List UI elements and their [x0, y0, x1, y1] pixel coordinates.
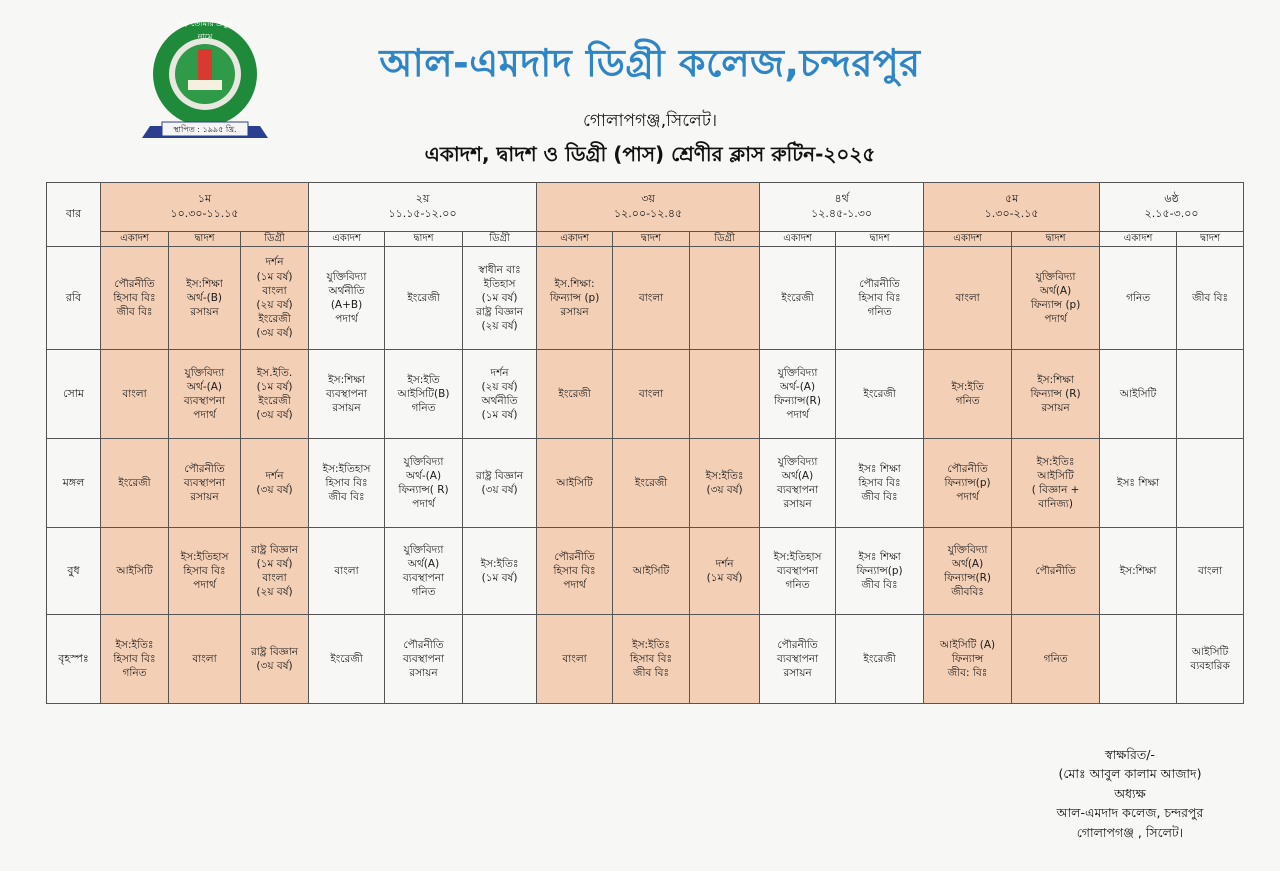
routine-cell: যুক্তিবিদ্যা অর্থ(A) ফিন্যান্স (p) পদার্থ — [1012, 247, 1100, 350]
routine-cell: আইসিটি — [537, 439, 613, 528]
period-header-row — [47, 183, 1244, 232]
routine-cell: ইসঃ শিক্ষা হিসাব বিঃ জীব বিঃ — [836, 439, 924, 528]
period-time: ১.৩০-২.১৫ — [984, 207, 1039, 220]
principal-name: (মোঃ আবুল কালাম আজাদ) — [1058, 766, 1202, 782]
routine-cell: ইস:ইতিঃ আইসিটি ( বিজ্ঞান + বানিজ্য) — [1012, 439, 1100, 528]
routine-cell: বাংলা — [537, 615, 613, 704]
routine-cell: বাংলা — [169, 615, 241, 704]
routine-cell: গনিত — [1012, 615, 1100, 704]
routine-cell: আইসিটি (A) ফিন্যান্স জীব: বিঃ — [924, 615, 1012, 704]
routine-cell: দর্শন (২য় বর্ষ) অর্থনীতি (১ম বর্ষ) — [463, 350, 537, 439]
routine-cell: যুক্তিবিদ্যা অর্থ(A) ফিন্যান্স(R) জীববিঃ — [924, 528, 1012, 615]
class-header: ডিগ্রী — [690, 232, 760, 247]
routine-cell: বাংলা — [613, 247, 690, 350]
class-header: দ্বাদশ — [169, 232, 241, 247]
principal-designation: অধ্যক্ষ — [1114, 785, 1146, 801]
class-header: একাদশ — [537, 232, 613, 247]
routine-cell: ইস:শিক্ষা অর্থ-(B) রসায়ন — [169, 247, 241, 350]
institution-name: আল-এমদাদ কলেজ, চন্দরপুর — [1056, 805, 1204, 821]
signed-label: স্বাক্ষরিত/- — [1105, 747, 1155, 762]
routine-cell: আইসিটি ব্যবহারিক — [1177, 615, 1244, 704]
routine-cell — [1100, 615, 1177, 704]
period-time: ১২.০০-১২.৪৫ — [614, 207, 683, 220]
routine-cell: পৌরনীতি হিসাব বিঃ গনিত — [836, 247, 924, 350]
class-header-row — [47, 232, 1244, 247]
period-time: ১২.৪৫-১.৩০ — [811, 207, 873, 220]
routine-cell: ইস:ইতিঃ (৩য় বর্ষ) — [690, 439, 760, 528]
routine-cell: ইস:ইতিহাস ব্যবস্থাপনা গনিত — [760, 528, 836, 615]
routine-cell: পৌরনীতি — [1012, 528, 1100, 615]
routine-cell — [690, 350, 760, 439]
routine-cell: ইস.ইতি. (১ম বর্ষ) ইংরেজী (৩য় বর্ষ) — [241, 350, 309, 439]
class-header: ডিগ্রী — [463, 232, 537, 247]
routine-cell: ইংরেজী — [309, 615, 385, 704]
period-header — [537, 183, 760, 232]
class-header: একাদশ — [101, 232, 169, 247]
class-routine-table — [46, 182, 1244, 704]
period-name: ২য় — [415, 192, 430, 206]
class-header: একাদশ — [760, 232, 836, 247]
period-name: ১ম — [197, 192, 212, 206]
period-time: ১০.৩০-১১.১৫ — [170, 207, 239, 220]
routine-cell: ইসঃ শিক্ষা — [1100, 439, 1177, 528]
routine-cell: ইসঃ শিক্ষা ফিন্যান্স(p) জীব বিঃ — [836, 528, 924, 615]
period-time: ১১.১৫-১২.০০ — [388, 207, 457, 220]
routine-cell: আইসিটি — [613, 528, 690, 615]
day-row — [47, 439, 1244, 528]
routine-cell: ইংরেজী — [613, 439, 690, 528]
routine-cell: পৌরনীতি হিসাব বিঃ জীব বিঃ — [101, 247, 169, 350]
routine-cell — [1177, 439, 1244, 528]
institution-address: গোলাপগঞ্জ , সিলেট। — [1076, 824, 1184, 840]
period-name: ৩য় — [641, 192, 655, 206]
routine-cell — [1177, 350, 1244, 439]
day-name: সোম — [47, 350, 101, 439]
routine-cell: আইসিটি — [101, 528, 169, 615]
routine-cell: বাংলা — [309, 528, 385, 615]
routine-cell: পৌরনীতি ব্যবস্থাপনা রসায়ন — [760, 615, 836, 704]
routine-cell: যুক্তিবিদ্যা অর্থ-(A) ফিন্যান্স(R) পদার্থ — [760, 350, 836, 439]
day-name: বৃহস্পঃ — [47, 615, 101, 704]
routine-cell: ইস:শিক্ষা ব্যবস্থাপনা রসায়ন — [309, 350, 385, 439]
routine-cell — [690, 615, 760, 704]
routine-cell: ইংরেজী — [760, 247, 836, 350]
routine-cell: রাষ্ট্র বিজ্ঞান (৩য় বর্ষ) — [463, 439, 537, 528]
routine-cell: ইস:ইতিঃ হিসাব বিঃ জীব বিঃ — [613, 615, 690, 704]
routine-cell: বাংলা — [924, 247, 1012, 350]
day-name: রবি — [47, 247, 101, 350]
routine-cell: দর্শন (১ম বর্ষ) — [690, 528, 760, 615]
class-header: দ্বাদশ — [385, 232, 463, 247]
routine-cell: যুক্তিবিদ্যা অর্থ-(A) ফিন্যান্স( R) পদার্থ — [385, 439, 463, 528]
period-name: ৫ম — [1004, 192, 1019, 206]
day-row — [47, 247, 1244, 350]
routine-cell: ইস:ইতিহাস হিসাব বিঃ জীব বিঃ — [309, 439, 385, 528]
routine-cell: ইস:ইতিহাস হিসাব বিঃ পদার্থ — [169, 528, 241, 615]
day-column-header: বার — [47, 183, 101, 247]
routine-cell: বাংলা — [1177, 528, 1244, 615]
routine-cell: ইংরেজী — [385, 247, 463, 350]
routine-cell: দর্শন (১ম বর্ষ) বাংলা (২য় বর্ষ) ইংরেজী (৩য় বর্ষ) — [241, 247, 309, 350]
routine-cell: ইস.শিক্ষা: ফিন্যান্স (p) রসায়ন — [537, 247, 613, 350]
routine-cell: বাংলা — [101, 350, 169, 439]
routine-cell: যুক্তিবিদ্যা অর্থ(A) ব্যবস্থাপনা রসায়ন — [760, 439, 836, 528]
routine-cell: পৌরনীতি ব্যবস্থাপনা রসায়ন — [169, 439, 241, 528]
routine-cell: ইস:শিক্ষা ফিন্যান্স (R) রসায়ন — [1012, 350, 1100, 439]
routine-cell: দর্শন (৩য় বর্ষ) — [241, 439, 309, 528]
day-name: বুধ — [47, 528, 101, 615]
period-header — [924, 183, 1100, 232]
routine-heading: একাদশ, দ্বাদশ ও ডিগ্রী (পাস) শ্রেণীর ক্লাস রুটিন-২০২৫ — [424, 142, 876, 166]
routine-cell: ইস:ইতি গনিত — [924, 350, 1012, 439]
college-title: আল-এমদাদ ডিগ্রী কলেজ,চন্দরপুর — [379, 41, 921, 85]
class-header: দ্বাদশ — [1012, 232, 1100, 247]
period-name: ৬ষ্ঠ — [1164, 192, 1179, 206]
routine-cell: ইংরেজী — [836, 350, 924, 439]
class-header: ডিগ্রী — [241, 232, 309, 247]
routine-cell: যুক্তিবিদ্যা অর্থ-(A) ব্যবস্থাপনা পদার্থ — [169, 350, 241, 439]
college-address: গোলাপগঞ্জ,সিলেট। — [582, 111, 718, 131]
class-header: একাদশ — [309, 232, 385, 247]
period-name: ৪র্থ — [834, 192, 849, 206]
routine-cell: ইংরেজী — [537, 350, 613, 439]
routine-cell: গনিত — [1100, 247, 1177, 350]
college-emblem-logo — [140, 14, 270, 149]
class-header: দ্বাদশ — [836, 232, 924, 247]
class-header: দ্বাদশ — [613, 232, 690, 247]
period-header — [101, 183, 309, 232]
routine-cell: স্বাধীন বাঃ ইতিহাস (১ম বর্ষ) রাষ্ট্র বিজ্ঞান (২য় বর্ষ) — [463, 247, 537, 350]
period-header — [760, 183, 924, 232]
routine-cell: পৌরনীতি ব্যবস্থাপনা রসায়ন — [385, 615, 463, 704]
period-header — [309, 183, 537, 232]
period-time: ২.১৫-৩.০০ — [1144, 207, 1199, 220]
day-row — [47, 615, 1244, 704]
day-name: মঙ্গল — [47, 439, 101, 528]
class-header: একাদশ — [924, 232, 1012, 247]
routine-cell: পৌরনীতি ফিন্যান্স(p) পদার্থ — [924, 439, 1012, 528]
routine-cell — [463, 615, 537, 704]
routine-cell: ইস:ইতিঃ (১ম বর্ষ) — [463, 528, 537, 615]
routine-cell: বাংলা — [613, 350, 690, 439]
routine-cell: জীব বিঃ — [1177, 247, 1244, 350]
routine-cell: ইস:শিক্ষা — [1100, 528, 1177, 615]
logo-ring-text: পড় তোমার প্রভুর নামে — [177, 19, 233, 41]
routine-cell: ইস:ইতিঃ হিসাব বিঃ গনিত — [101, 615, 169, 704]
routine-cell: ইংরেজী — [836, 615, 924, 704]
period-header — [1100, 183, 1244, 232]
routine-cell: রাষ্ট্র বিজ্ঞান (৩য় বর্ষ) — [241, 615, 309, 704]
class-header: একাদশ — [1100, 232, 1177, 247]
routine-cell: ইস:ইতি আইসিটি(B) গনিত — [385, 350, 463, 439]
day-row — [47, 350, 1244, 439]
routine-cell: ইংরেজী — [101, 439, 169, 528]
routine-cell: যুক্তিবিদ্যা অর্থ(A) ব্যবস্থাপনা গনিত — [385, 528, 463, 615]
day-row — [47, 528, 1244, 615]
logo-year-text: স্থাপিত : ১৯৯৫ খ্রি. — [173, 125, 237, 134]
routine-cell: আইসিটি — [1100, 350, 1177, 439]
routine-cell: যুক্তিবিদ্যা অর্থনীতি (A+B) পদার্থ — [309, 247, 385, 350]
principal-signature-block — [1020, 745, 1240, 842]
routine-cell: রাষ্ট্র বিজ্ঞান (১ম বর্ষ) বাংলা (২য় বর্ষ) — [241, 528, 309, 615]
routine-cell: পৌরনীতি হিসাব বিঃ পদার্থ — [537, 528, 613, 615]
routine-cell — [690, 247, 760, 350]
class-header: দ্বাদশ — [1177, 232, 1244, 247]
